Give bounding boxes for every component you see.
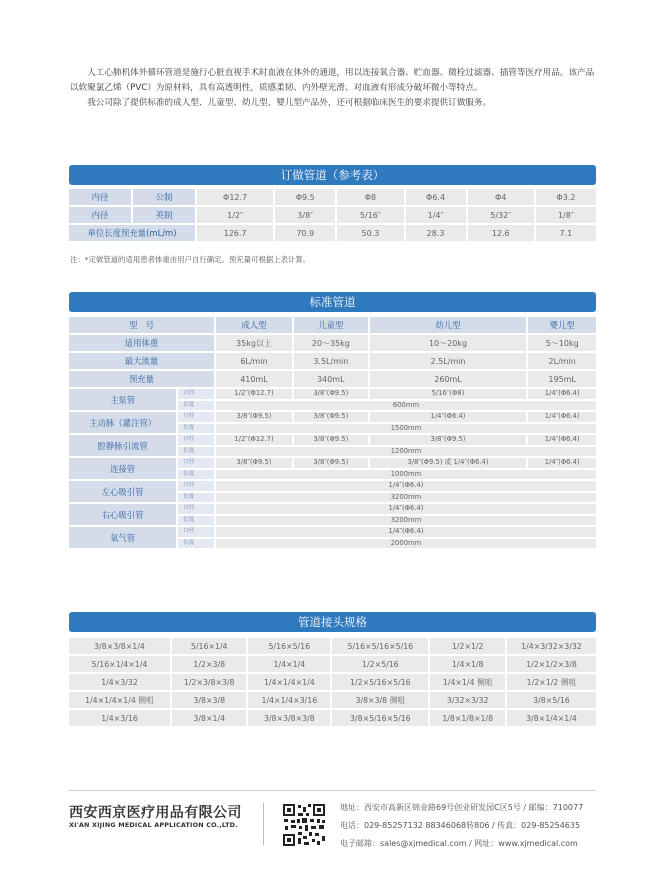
table-cell: 3/8″(Φ9.5) xyxy=(294,435,368,445)
group-label-left-suction: 左心吸引管 xyxy=(69,481,176,502)
table-cell: 3/8×1/4 xyxy=(172,710,246,726)
row-label: 预充量 xyxy=(69,371,214,387)
length-label: 长度 xyxy=(178,401,214,411)
standard-tubing-title: 标准管道 xyxy=(69,292,596,312)
col-header-toddler: 幼儿型 xyxy=(370,317,527,333)
table-cell: 3/8″(Φ9.5) xyxy=(216,412,292,422)
table-cell: 1/4×1/4 xyxy=(248,656,330,672)
table-cell: 2.5L/min xyxy=(370,353,527,369)
table-row xyxy=(69,710,596,726)
group-label-vena-cava: 腔静脉引流管 xyxy=(69,435,176,456)
table-cell: 5/16″ xyxy=(337,207,403,223)
table-cell: 1/4×1/4×1/4 侧咀 xyxy=(69,692,170,708)
table-cell: 1/4″ xyxy=(406,207,466,223)
table-cell: 10～20kg xyxy=(370,335,527,351)
row-label: 最大流量 xyxy=(69,353,214,369)
table-cell: 3/8″(Φ9.5) xyxy=(216,458,292,468)
diameter-label: 口径 xyxy=(178,481,214,491)
table-cell: Φ4 xyxy=(468,189,534,205)
length-label: 长度 xyxy=(178,493,214,503)
table-cell: 3200mm xyxy=(216,516,596,526)
table-cell: 5/16×1/4 xyxy=(172,638,246,654)
row-label: 适用体重 xyxy=(69,335,214,351)
table-cell: 1/2″(Φ12.7) xyxy=(216,389,292,399)
company-name-en: XI'AN XIJING MEDICAL APPLICATION CO.,LTD. xyxy=(69,821,238,829)
table-cell: 1/4×1/8 xyxy=(430,656,504,672)
table-cell: 3/8×1/4×1/4 xyxy=(507,710,596,726)
diameter-label: 口径 xyxy=(178,435,214,445)
diameter-label: 口径 xyxy=(178,412,214,422)
table-cell: 3/8×5/16 xyxy=(507,692,596,708)
table-cell: 1500mm xyxy=(216,424,596,434)
table-row xyxy=(69,435,596,445)
table-cell: 3/8″(Φ9.5) xyxy=(294,389,368,399)
table-cell: 1/2×3/8×3/8 xyxy=(172,674,246,690)
table-cell: 3/8×3/8×1/4 xyxy=(69,638,170,654)
table-cell: 20～35kg xyxy=(294,335,368,351)
table-row xyxy=(69,527,596,537)
table-cell: 5/16″(Φ8) xyxy=(370,389,527,399)
diameter-label: 口径 xyxy=(178,458,214,468)
table-cell: 1/4×3/32 xyxy=(69,674,170,690)
footer-phone: 电话：029-85257132 88346068转806 / 传真：029-85254635 xyxy=(340,821,581,830)
table-cell: 1/4″(Φ6.4) xyxy=(528,458,596,468)
group-label-oxygen: 氧气管 xyxy=(69,527,176,548)
table-cell: 50.3 xyxy=(337,225,403,241)
table-cell: 410mL xyxy=(216,371,292,387)
table-cell: 1/8″ xyxy=(536,207,596,223)
intro-text xyxy=(70,66,598,110)
table-cell: Φ9.5 xyxy=(275,189,335,205)
table-cell: 7.1 xyxy=(536,225,596,241)
table-cell: 2L/min xyxy=(528,353,596,369)
table-row xyxy=(69,458,596,468)
table-cell: Φ6.4 xyxy=(406,189,466,205)
table-cell: 35kg以上 xyxy=(216,335,292,351)
table-cell: 5/32″ xyxy=(468,207,534,223)
row-sublabel: 公制 xyxy=(133,189,195,205)
table-row xyxy=(69,207,596,223)
diameter-label: 口径 xyxy=(178,389,214,399)
length-label: 长度 xyxy=(178,424,214,434)
table-row xyxy=(69,656,596,672)
qr-code-icon xyxy=(282,803,326,847)
table-cell: 3/8″(Φ9.5) xyxy=(294,412,368,422)
group-label-aorta: 主动脉（灌注管） xyxy=(69,412,176,433)
length-label: 长度 xyxy=(178,447,214,457)
table-cell: 12.6 xyxy=(468,225,534,241)
table-row xyxy=(69,504,596,514)
standard-tubing-table xyxy=(67,315,598,550)
table-cell: 70.9 xyxy=(275,225,335,241)
row-label: 单位长度预充量(mL/m) xyxy=(69,225,195,241)
table-cell: 195mL xyxy=(528,371,596,387)
table-cell: 1/2×1/2×3/8 xyxy=(507,656,596,672)
row-label: 内径 xyxy=(69,189,131,205)
connector-table xyxy=(67,636,598,728)
row-sublabel: 英制 xyxy=(133,207,195,223)
table-cell: 1/4″(Φ6.4) xyxy=(370,412,527,422)
table-cell: 340mL xyxy=(294,371,368,387)
table-cell: 1/4″(Φ6.4) xyxy=(216,527,596,537)
model-header: 型 号 xyxy=(69,317,214,333)
table-row xyxy=(69,692,596,708)
intro-paragraph-2: 我公司除了提供标准的成人型、儿童型、幼儿型、婴儿型产品外，还可根据临床医生的要求提供订做服务。 xyxy=(87,97,492,108)
connector-title: 管道接头规格 xyxy=(69,612,596,632)
custom-note: 注：*定做管道的适用患者体重由用户自行确定。预充量可根据上表计算。 xyxy=(70,255,311,264)
diameter-label: 口径 xyxy=(178,527,214,537)
length-label: 长度 xyxy=(178,470,214,480)
col-header-adult: 成人型 xyxy=(216,317,292,333)
intro-paragraph-1: 人工心肺机体外循环管道是施行心脏直视手术时血液在体外的通道，用以连接氧合器、贮血器、微栓过滤器、插管等医疗用品。该产品以软聚氯乙烯（PVC）为原材料，具有高透明性，质感柔韧、内外壁光滑、对血液有形成分破坏微小等特点。 xyxy=(70,68,595,93)
row-label: 内径 xyxy=(69,207,131,223)
custom-tubing-table xyxy=(67,187,598,243)
table-row xyxy=(69,481,596,491)
table-cell: 3/8″ xyxy=(275,207,335,223)
table-cell: 1/2×1/2 xyxy=(430,638,504,654)
table-cell: 1/4″(Φ6.4) xyxy=(528,435,596,445)
table-cell: 1/2×3/8 xyxy=(172,656,246,672)
table-cell: 3/32×3/32 xyxy=(430,692,504,708)
table-cell: 1/4×1/4 侧咀 xyxy=(430,674,504,690)
table-cell: 1/4×1/4×1/4 xyxy=(248,674,330,690)
table-cell: 5/16×1/4×1/4 xyxy=(69,656,170,672)
table-cell: 1/4″(Φ6.4) xyxy=(216,481,596,491)
group-label-connector: 连接管 xyxy=(69,458,176,479)
table-cell: 1/4″(Φ6.4) xyxy=(528,389,596,399)
table-row xyxy=(69,189,596,205)
table-cell: 3/8″(Φ9.5) 或 1/4″(Φ6.4) xyxy=(370,458,527,468)
group-label-right-suction: 右心吸引管 xyxy=(69,504,176,525)
table-cell: Φ3.2 xyxy=(536,189,596,205)
table-row xyxy=(69,389,596,399)
table-cell: 2000mm xyxy=(216,539,596,549)
table-cell: 1/8×1/8×1/8 xyxy=(430,710,504,726)
table-row xyxy=(69,412,596,422)
footer-email: 电子邮箱：sales@xjmedical.com / 网址：www.xjmedical.com xyxy=(340,839,578,848)
col-header-child: 儿童型 xyxy=(294,317,368,333)
diameter-label: 口径 xyxy=(178,504,214,514)
table-cell: 1/4×3/16 xyxy=(69,710,170,726)
table-cell: 1/2″(Φ12.7) xyxy=(216,435,292,445)
table-cell: 260mL xyxy=(370,371,527,387)
table-cell: 1/4×3/32×3/32 xyxy=(507,638,596,654)
table-cell: 3/8×5/16×5/16 xyxy=(332,710,428,726)
custom-tubing-title: 订做管道（参考表） xyxy=(69,165,596,185)
table-cell: 1/2×5/16 xyxy=(332,656,428,672)
table-cell: 1/4×1/4×3/16 xyxy=(248,692,330,708)
length-label: 长度 xyxy=(178,539,214,549)
footer-address: 地址：西安市高新区锦业路69号创业研发园C区5号 / 邮编：710077 xyxy=(340,803,584,812)
length-label: 长度 xyxy=(178,516,214,526)
table-cell: 126.7 xyxy=(197,225,273,241)
table-cell: 5/16×5/16×5/16 xyxy=(332,638,428,654)
table-cell: 3/8×3/8×3/8 xyxy=(248,710,330,726)
table-cell: 1/4″(Φ6.4) xyxy=(528,412,596,422)
table-cell: 1/2×1/2 侧咀 xyxy=(507,674,596,690)
table-cell: 1000mm xyxy=(216,470,596,480)
table-cell: 1/2″ xyxy=(197,207,273,223)
table-cell: 1/2×5/16×5/16 xyxy=(332,674,428,690)
table-cell: 3200mm xyxy=(216,493,596,503)
table-cell: 3/8×3/8 xyxy=(172,692,246,708)
company-name-cn: 西安西京医疗用品有限公司 xyxy=(69,805,242,821)
table-cell: 5/16×5/16 xyxy=(248,638,330,654)
table-row xyxy=(69,317,596,333)
table-cell: 28.3 xyxy=(406,225,466,241)
table-cell: 6L/min xyxy=(216,353,292,369)
footer-divider xyxy=(68,790,596,791)
table-cell: 1200mm xyxy=(216,447,596,457)
table-cell: 3.5L/min xyxy=(294,353,368,369)
table-cell: 3/8″(Φ9.5) xyxy=(370,435,527,445)
table-row xyxy=(69,371,596,387)
table-cell: Φ12.7 xyxy=(197,189,273,205)
table-cell: 3/8″(Φ9.5) xyxy=(294,458,368,468)
table-row xyxy=(69,353,596,369)
table-cell: 3/8×3/8 侧咀 xyxy=(332,692,428,708)
footer-vertical-divider xyxy=(263,803,264,845)
table-row xyxy=(69,638,596,654)
table-cell: Φ8 xyxy=(337,189,403,205)
table-cell: 600mm xyxy=(216,401,596,411)
col-header-infant: 婴儿型 xyxy=(528,317,596,333)
table-row xyxy=(69,225,596,241)
table-cell: 5～10kg xyxy=(528,335,596,351)
group-label-main-pump: 主泵管 xyxy=(69,389,176,410)
table-cell: 1/4″(Φ6.4) xyxy=(216,504,596,514)
table-row xyxy=(69,674,596,690)
table-row xyxy=(69,335,596,351)
